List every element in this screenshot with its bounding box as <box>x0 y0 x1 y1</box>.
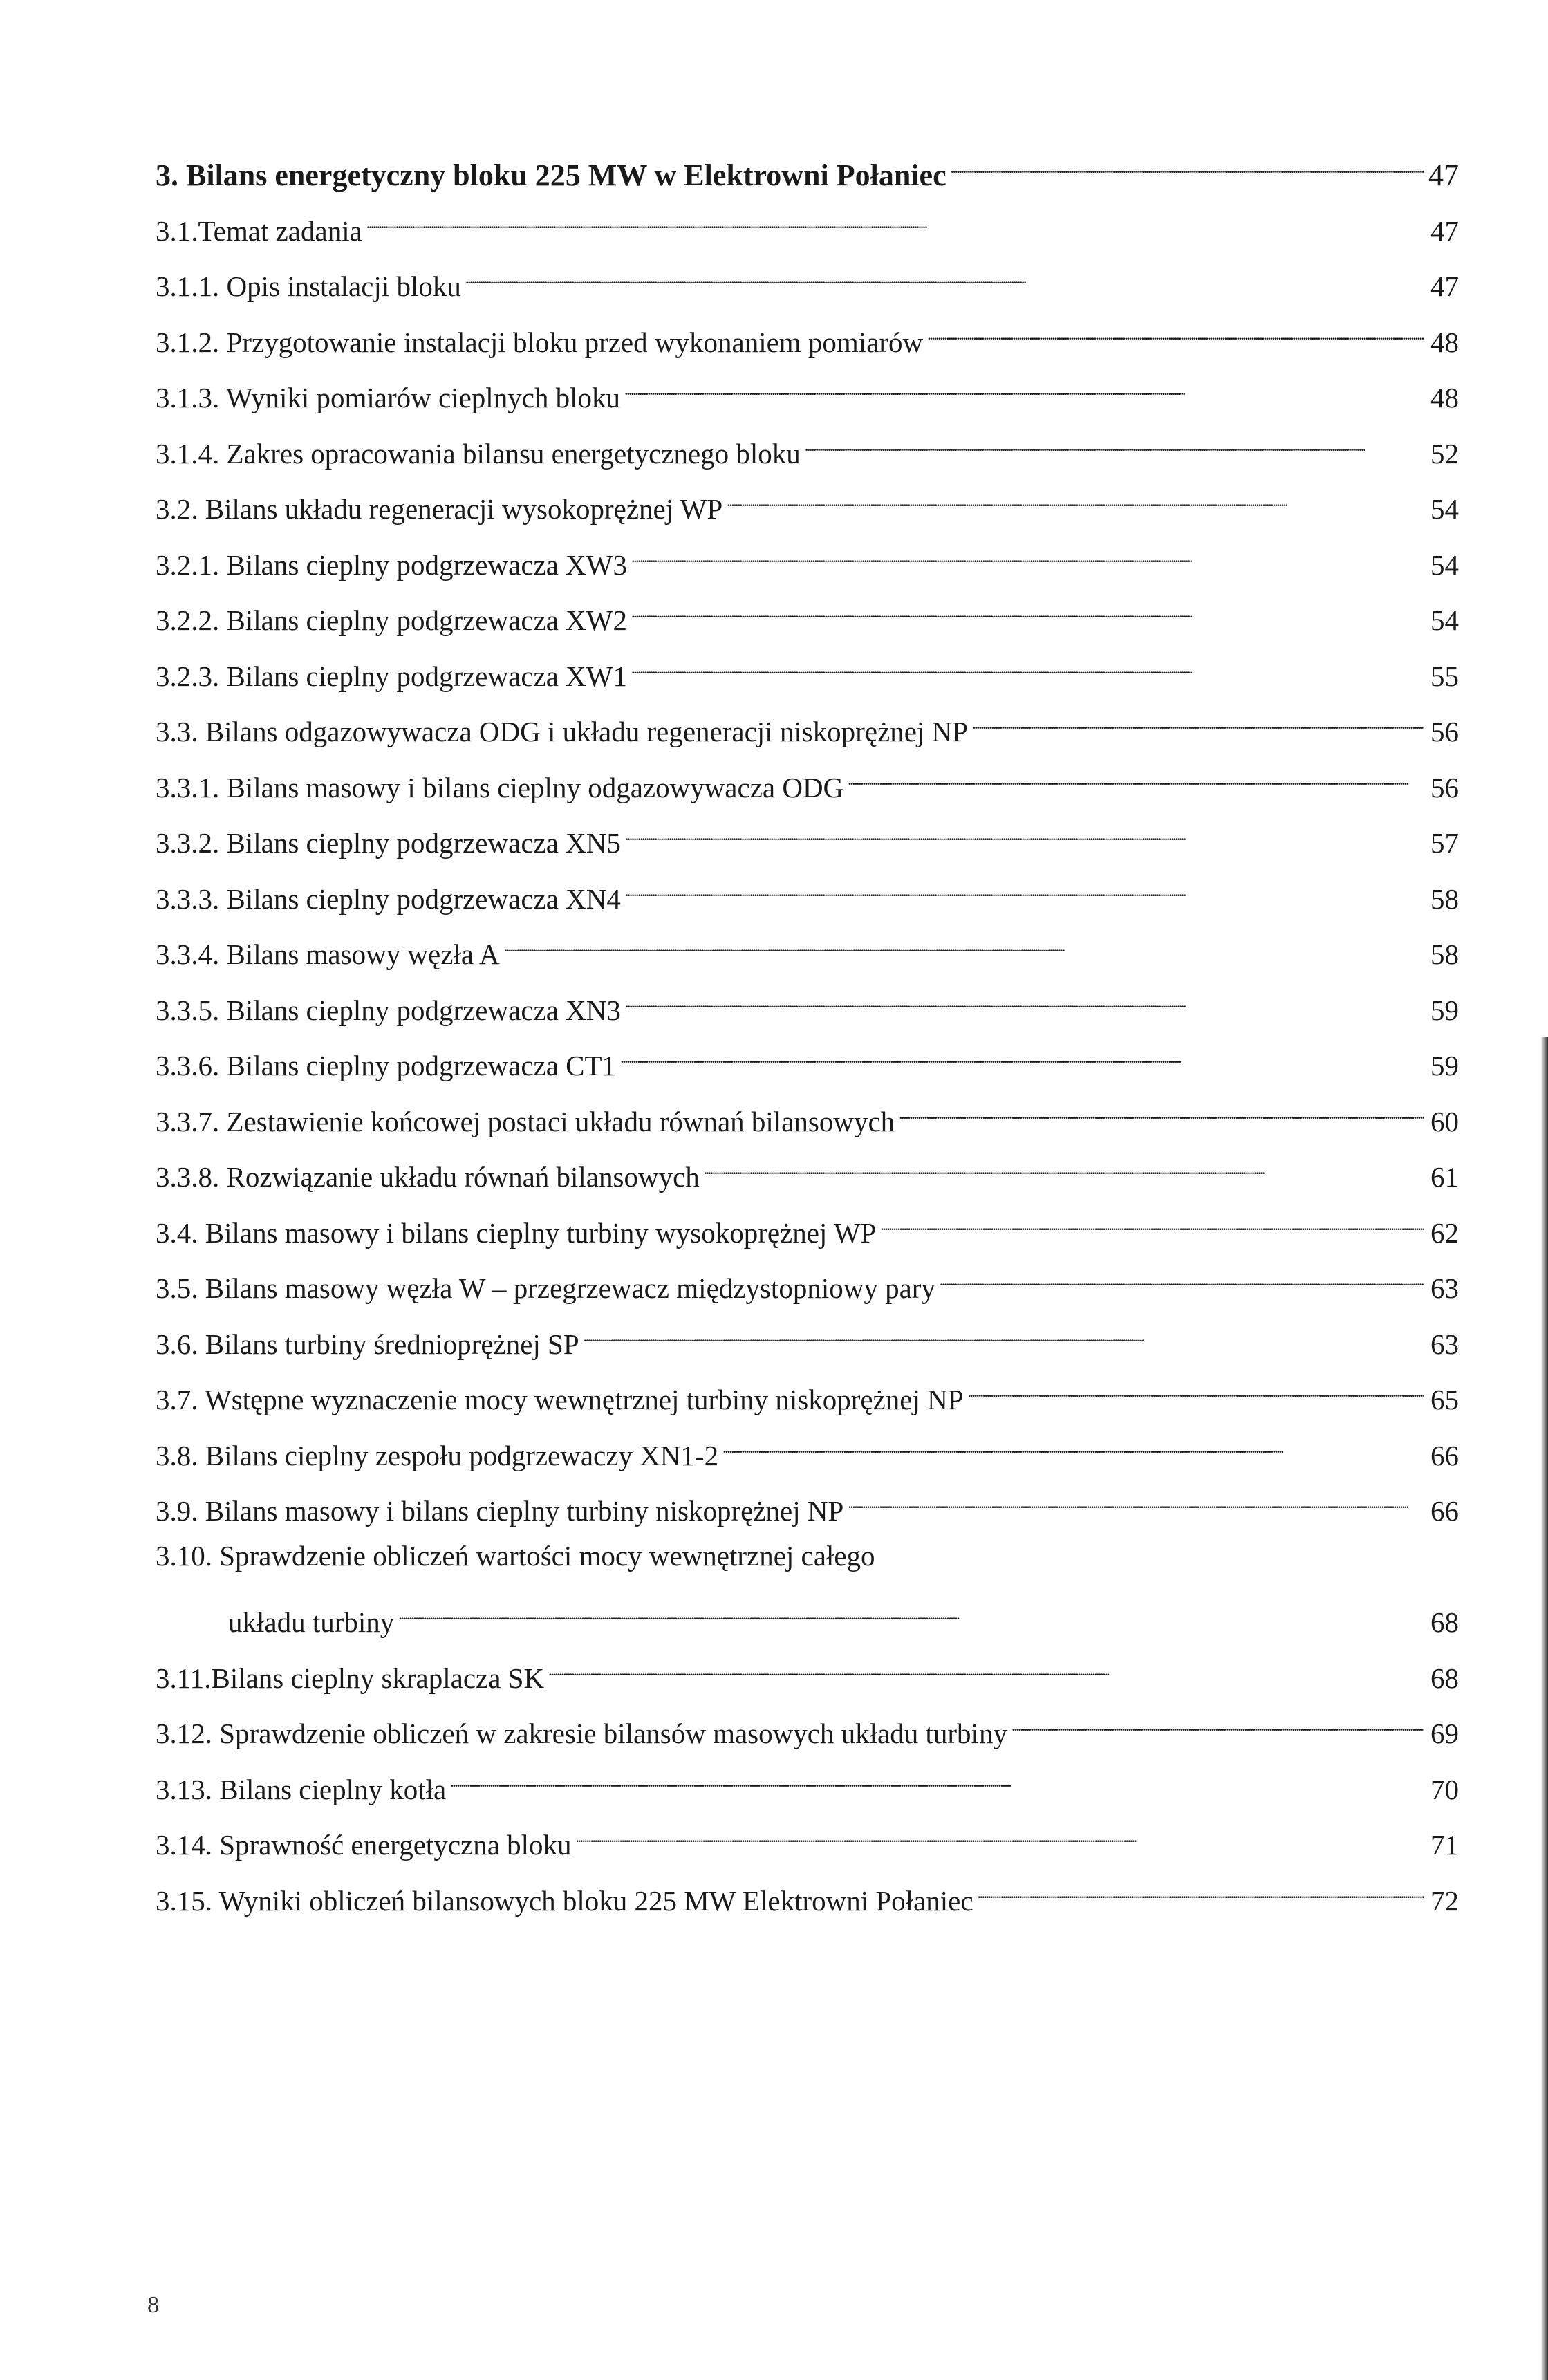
toc-entry-page: 71 <box>1430 1829 1459 1861</box>
toc-entry-text: 3.3.3. Bilans cieplny podgrzewacza XN4 <box>156 883 621 915</box>
toc-entry-text: 3.1.3. Wyniki pomiarów cieplnych bloku <box>156 382 621 413</box>
toc-entry-text: 3.7. Wstępne wyznaczenie mocy wewnętrznej turbiny niskoprężnej NP <box>156 1384 964 1415</box>
toc-entry <box>156 867 1459 915</box>
toc-entry-page: 60 <box>1430 1106 1459 1137</box>
toc-entry-multiline-second <box>156 1590 1459 1638</box>
toc-entry <box>156 1368 1459 1415</box>
toc-leader-dots <box>940 1256 1424 1298</box>
toc-entry-page: 48 <box>1430 326 1459 358</box>
toc-leader-dots <box>927 310 1424 352</box>
toc-entry-text: 3.2.1. Bilans cieplny podgrzewacza XW3 <box>156 549 627 581</box>
toc-entry-page: 66 <box>1430 1440 1459 1471</box>
toc-leader-dots <box>584 1312 1424 1354</box>
toc-leader-dots <box>620 1034 1424 1075</box>
toc-entry-page: 70 <box>1430 1774 1459 1805</box>
toc-leader-dots <box>548 1646 1424 1688</box>
toc-entry <box>156 477 1459 525</box>
toc-entry-page: 58 <box>1430 883 1459 915</box>
toc-leader-dots <box>450 1758 1424 1799</box>
toc-entry-page: 56 <box>1430 772 1459 803</box>
toc-entry-text: 3.3.1. Bilans masowy i bilans cieplny odgazowywacza ODG <box>156 772 844 803</box>
toc-leader-dots <box>504 922 1424 964</box>
toc-entry <box>156 978 1459 1026</box>
scan-page-edge <box>1541 1037 1548 2380</box>
toc-entry-page: 52 <box>1430 438 1459 470</box>
toc-entry-page: 47 <box>1430 270 1459 302</box>
toc-leader-dots <box>968 1368 1424 1409</box>
toc-leader-dots <box>848 756 1424 797</box>
toc-entry <box>156 1145 1459 1193</box>
toc-entry <box>156 422 1459 470</box>
toc-leader-dots <box>625 811 1424 853</box>
toc-leader-dots <box>576 1813 1424 1854</box>
toc-entry-page: 72 <box>1430 1885 1459 1917</box>
toc-entry-text: 3.2.2. Bilans cieplny podgrzewacza XW2 <box>156 604 627 636</box>
toc-leader-dots <box>972 700 1424 741</box>
toc-entry-page: 55 <box>1430 660 1459 692</box>
toc-leader-dots <box>631 588 1424 630</box>
toc-entry <box>156 533 1459 581</box>
toc-entry-text: układu turbiny <box>228 1606 395 1638</box>
toc-entry <box>156 366 1459 413</box>
toc-entry <box>156 254 1459 302</box>
toc-entry-page: 56 <box>1430 716 1459 747</box>
toc-entry <box>156 922 1459 970</box>
toc-entry <box>156 1090 1459 1137</box>
toc-leader-dots <box>631 644 1424 686</box>
toc-entry-multiline-first <box>156 1535 1459 1577</box>
toc-entry-page: 54 <box>1430 549 1459 581</box>
toc-leader-dots <box>978 1869 1424 1910</box>
toc-entry <box>156 756 1459 803</box>
toc-leader-dots <box>366 199 1424 241</box>
toc-entry-text: 3.3.7. Zestawienie końcowej postaci układu równań bilansowych <box>156 1106 895 1137</box>
toc-entry-page: 59 <box>1430 1050 1459 1081</box>
toc-heading-page: 47 <box>1428 158 1459 192</box>
toc-entry-text: 3.12. Sprawdzenie obliczeń w zakresie bilansów masowych układu turbiny <box>156 1718 1007 1749</box>
toc-entry <box>156 199 1459 247</box>
toc-leader-dots <box>625 978 1424 1020</box>
toc-entry-text: 3.10. Sprawdzenie obliczeń wartości mocy wewnętrznej całego <box>156 1540 875 1572</box>
toc-leader-dots <box>848 1479 1424 1521</box>
toc-entry <box>156 700 1459 747</box>
toc-entry-page: 61 <box>1430 1161 1459 1193</box>
toc-leader-dots <box>899 1090 1424 1131</box>
toc-entry-page: 54 <box>1430 493 1459 525</box>
toc-entry <box>156 1702 1459 1749</box>
toc-leader-dots <box>727 477 1424 519</box>
toc-entry-page: 66 <box>1430 1495 1459 1527</box>
toc-entry <box>156 1646 1459 1694</box>
toc-entry-text: 3.3.2. Bilans cieplny podgrzewacza XN5 <box>156 827 621 859</box>
toc-entry <box>156 1758 1459 1805</box>
toc-entry-text: 3.6. Bilans turbiny średnioprężnej SP <box>156 1328 579 1360</box>
toc-entry <box>156 1869 1459 1917</box>
toc-entry-page: 68 <box>1430 1662 1459 1694</box>
toc-entry <box>156 310 1459 358</box>
toc-entry <box>156 1034 1459 1081</box>
toc-entry-page: 62 <box>1430 1217 1459 1249</box>
toc-entry-text: 3.15. Wyniki obliczeń bilansowych bloku 225 MW Elektrowni Połaniec <box>156 1885 973 1917</box>
toc-entry-text: 3.2. Bilans układu regeneracji wysokoprężnej WP <box>156 493 723 525</box>
toc-entry <box>156 1424 1459 1471</box>
toc-entry-page: 54 <box>1430 604 1459 636</box>
toc-entry <box>156 644 1459 692</box>
toc-entry-text: 3.1.2. Przygotowanie instalacji bloku przed wykonaniem pomiarów <box>156 326 924 358</box>
toc-entry-text: 3.1.Temat zadania <box>156 215 362 247</box>
toc-entry-text: 3.2.3. Bilans cieplny podgrzewacza XW1 <box>156 660 627 692</box>
toc-leader-dots <box>722 1424 1424 1465</box>
toc-entry-page: 65 <box>1430 1384 1459 1415</box>
toc-entry-page: 59 <box>1430 994 1459 1026</box>
toc-entry-text: 3.13. Bilans cieplny kotła <box>156 1774 447 1805</box>
toc-entry-page: 47 <box>1430 215 1459 247</box>
toc-entry-text: 3.14. Sprawność energetyczna bloku <box>156 1829 572 1861</box>
toc-entry-text: 3.3.5. Bilans cieplny podgrzewacza XN3 <box>156 994 621 1026</box>
toc-entry-page: 57 <box>1430 827 1459 859</box>
toc-leader-dots <box>704 1145 1424 1187</box>
toc-entry-page: 63 <box>1430 1328 1459 1360</box>
toc-entry-text: 3.9. Bilans masowy i bilans cieplny turbiny niskoprężnej NP <box>156 1495 844 1527</box>
toc-heading <box>156 144 1459 192</box>
toc-heading-text: 3. Bilans energetyczny bloku 225 MW w Elektrowni Połaniec <box>156 158 946 192</box>
toc-leader-dots <box>631 533 1424 575</box>
toc-entry <box>156 1312 1459 1360</box>
toc-entry-page: 68 <box>1430 1606 1459 1638</box>
toc-leader-dots <box>805 422 1424 463</box>
toc-entry-text: 3.3.8. Rozwiązanie układu równań bilansowych <box>156 1161 700 1193</box>
toc-entry-page: 48 <box>1430 382 1459 413</box>
toc-entry <box>156 1479 1459 1527</box>
toc-entry-text: 3.5. Bilans masowy węzła W – przegrzewacz międzystopniowy pary <box>156 1272 935 1304</box>
toc-entry-text: 3.11.Bilans cieplny skraplacza SK <box>156 1662 545 1694</box>
toc-leader-dots <box>465 254 1424 296</box>
toc-leader-dots <box>951 144 1424 185</box>
toc-entry <box>156 588 1459 636</box>
toc-entry-page: 63 <box>1430 1272 1459 1304</box>
toc-entry-text: 3.3.4. Bilans masowy węzła A <box>156 938 500 970</box>
toc-leader-dots <box>880 1201 1424 1243</box>
page-number: 8 <box>147 2292 159 2318</box>
toc-entry-text: 3.1.4. Zakres opracowania bilansu energetycznego bloku <box>156 438 801 470</box>
toc-entry <box>156 1813 1459 1861</box>
toc-leader-dots <box>1011 1702 1424 1743</box>
toc-entry <box>156 811 1459 859</box>
toc-entry <box>156 1256 1459 1304</box>
toc-entry-text: 3.1.1. Opis instalacji bloku <box>156 270 461 302</box>
toc-entry-text: 3.3.6. Bilans cieplny podgrzewacza CT1 <box>156 1050 617 1081</box>
toc-leader-dots <box>625 867 1424 909</box>
toc-entry-page: 69 <box>1430 1718 1459 1749</box>
toc-entry-text: 3.4. Bilans masowy i bilans cieplny turbiny wysokoprężnej WP <box>156 1217 877 1249</box>
toc-entry-text: 3.3. Bilans odgazowywacza ODG i układu regeneracji niskoprężnej NP <box>156 716 968 747</box>
toc-leader-dots <box>624 366 1424 407</box>
toc-entry-page: 58 <box>1430 938 1459 970</box>
toc-leader-dots <box>398 1590 1424 1632</box>
toc-entry <box>156 1201 1459 1249</box>
toc-entry-text: 3.8. Bilans cieplny zespołu podgrzewaczy XN1-2 <box>156 1440 719 1471</box>
